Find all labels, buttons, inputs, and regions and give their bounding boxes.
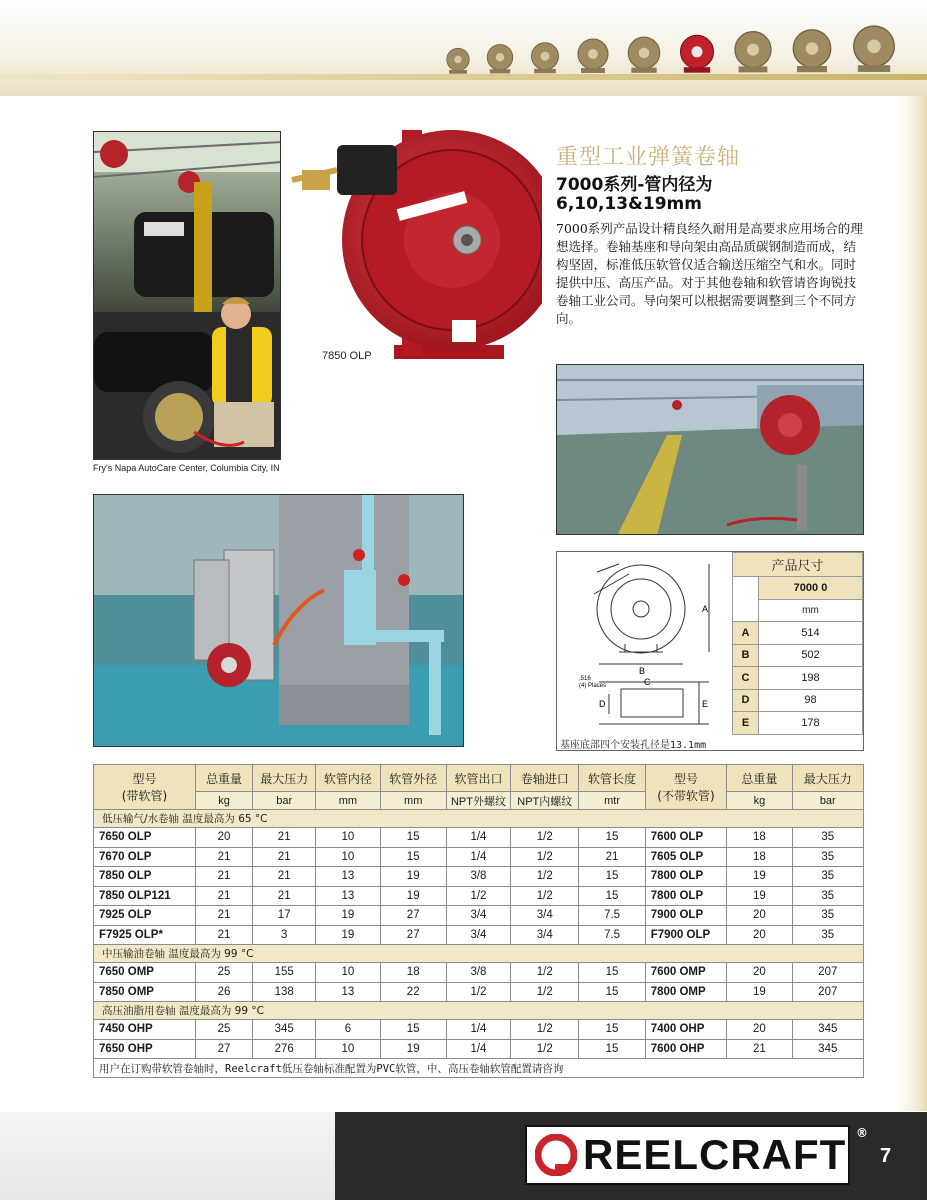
dim-diagram-b: B bbox=[639, 666, 646, 676]
table-cell: 25 bbox=[195, 963, 252, 983]
reel-icon bbox=[844, 22, 904, 76]
table-cell: 1/4 bbox=[446, 847, 510, 867]
table-row bbox=[94, 847, 864, 867]
table-cell: 7600 OLP bbox=[645, 828, 727, 848]
table-cell: 15 bbox=[380, 847, 446, 867]
spec-section-title: 中压输油卷轴 温度最高为 99 °C bbox=[94, 945, 864, 963]
table-cell: 13 bbox=[316, 867, 380, 887]
table-cell: 3/8 bbox=[446, 867, 510, 887]
registered-mark: ® bbox=[856, 1126, 868, 1140]
table-cell: 20 bbox=[727, 925, 792, 945]
table-cell: 19 bbox=[727, 982, 792, 1002]
table-cell: 7605 OLP bbox=[645, 847, 727, 867]
table-cell: 345 bbox=[792, 1039, 863, 1059]
brand-name: REELCRAFT bbox=[583, 1131, 847, 1178]
dim-unit: mm bbox=[759, 599, 863, 622]
table-cell: 7.5 bbox=[579, 925, 645, 945]
table-cell: 19 bbox=[727, 867, 792, 887]
table-row bbox=[94, 867, 864, 887]
table-cell: 15 bbox=[579, 886, 645, 906]
dim-row: D 98 bbox=[733, 689, 863, 712]
table-cell: 20 bbox=[727, 906, 792, 926]
table-cell: 21 bbox=[727, 1039, 792, 1059]
table-cell: 27 bbox=[380, 906, 446, 926]
spec-footnote: 用户在订购带软管卷轴时，Reelcraft低压卷轴标准配置为PVC软管，中、高压卷轴软管配置请咨询 bbox=[94, 1059, 864, 1078]
table-cell: 19 bbox=[727, 886, 792, 906]
table-row bbox=[94, 1020, 864, 1040]
table-cell: 7670 OLP bbox=[94, 847, 196, 867]
table-cell: 7925 OLP bbox=[94, 906, 196, 926]
table-cell: 1/2 bbox=[511, 1020, 579, 1040]
table-cell: 35 bbox=[792, 847, 863, 867]
table-cell: 7800 OLP bbox=[645, 886, 727, 906]
table-cell: 7850 OMP bbox=[94, 982, 196, 1002]
spec-section-title: 低压输气/水卷轴 温度最高为 65 °C bbox=[94, 810, 864, 828]
dim-diagram-hole: .516 bbox=[579, 676, 591, 682]
page-number: 7 bbox=[880, 1145, 892, 1167]
table-cell: 15 bbox=[579, 1039, 645, 1059]
table-cell: 22 bbox=[380, 982, 446, 1002]
table-cell: 3/8 bbox=[446, 963, 510, 983]
reel-icon bbox=[726, 28, 780, 76]
table-cell: 19 bbox=[316, 925, 380, 945]
col-inlet: 卷轴进口 bbox=[511, 765, 579, 792]
table-cell: 1/2 bbox=[511, 828, 579, 848]
col-hose-id: 软管内径 bbox=[316, 765, 380, 792]
table-cell: 15 bbox=[380, 828, 446, 848]
dim-diagram-c: C bbox=[644, 677, 651, 687]
table-cell: 13 bbox=[316, 886, 380, 906]
table-cell: 207 bbox=[792, 982, 863, 1002]
table-cell: 345 bbox=[792, 1020, 863, 1040]
dim-diagram-e: E bbox=[702, 699, 709, 709]
table-cell: 19 bbox=[380, 867, 446, 887]
reel-icon bbox=[480, 42, 520, 76]
spec-footnote-row bbox=[94, 1059, 864, 1078]
garage-caption: Fry's Napa AutoCare Center, Columbia City, IN bbox=[93, 463, 280, 473]
col-weight: 总重量 bbox=[195, 765, 252, 792]
table-cell: 21 bbox=[253, 828, 316, 848]
reelcraft-logo-icon bbox=[535, 1134, 577, 1176]
table-cell: 1/4 bbox=[446, 1039, 510, 1059]
table-cell: 27 bbox=[195, 1039, 252, 1059]
page-title: 重型工业弹簧卷轴 bbox=[556, 145, 741, 170]
product-model-caption: 7850 OLP bbox=[322, 350, 372, 362]
table-cell: 7.5 bbox=[579, 906, 645, 926]
spec-unit-row: kg bar mm mm NPT外螺纹 NPT内螺纹 mtr kg bar bbox=[94, 792, 864, 810]
table-cell: 21 bbox=[195, 886, 252, 906]
table-cell: 1/2 bbox=[511, 1039, 579, 1059]
table-cell: 1/2 bbox=[446, 982, 510, 1002]
spec-section-row bbox=[94, 810, 864, 828]
dimension-note: 基座底部四个安装孔径是13.1mm bbox=[560, 740, 707, 751]
side-gold-band bbox=[897, 96, 927, 1111]
table-cell: F7925 OLP* bbox=[94, 925, 196, 945]
table-cell: 15 bbox=[579, 1020, 645, 1040]
table-cell: 7650 OHP bbox=[94, 1039, 196, 1059]
table-cell: F7900 OLP bbox=[645, 925, 727, 945]
dim-row: E 178 bbox=[733, 712, 863, 735]
table-cell: 20 bbox=[727, 963, 792, 983]
product-description: 7000系列产品设计精良经久耐用是高要求应用场合的理想选择。卷轴基座和导向架由高品质碳钢制造而成，结构坚固，标准低压软管仅适合输送压缩空气和水。同时提供中压、高压产品。对于其他卷轴和软管请咨询锐技卷轴工业公司。导向架可以根据需要调整到三个不同方向。 bbox=[556, 221, 863, 326]
dim-diagram-a: A bbox=[702, 604, 709, 614]
table-cell: 35 bbox=[792, 828, 863, 848]
table-cell: 18 bbox=[727, 847, 792, 867]
table-cell: 25 bbox=[195, 1020, 252, 1040]
table-cell: 1/2 bbox=[511, 867, 579, 887]
table-cell: 7850 OLP121 bbox=[94, 886, 196, 906]
footer-light-panel bbox=[0, 1112, 335, 1200]
table-cell: 26 bbox=[195, 982, 252, 1002]
spec-section-row bbox=[94, 1002, 864, 1020]
reel-icon bbox=[440, 46, 476, 76]
table-cell: 1/4 bbox=[446, 828, 510, 848]
sizes-line: 6,10,13&19mm bbox=[556, 194, 702, 214]
dim-row: C 198 bbox=[733, 667, 863, 690]
garage-scene bbox=[94, 132, 281, 460]
table-cell: 35 bbox=[792, 886, 863, 906]
table-row bbox=[94, 982, 864, 1002]
reelcraft-logo bbox=[525, 1125, 850, 1185]
table-cell: 10 bbox=[316, 847, 380, 867]
table-cell: 10 bbox=[316, 828, 380, 848]
table-row bbox=[94, 906, 864, 926]
factory-scene bbox=[557, 365, 864, 535]
table-cell: 1/4 bbox=[446, 1020, 510, 1040]
table-cell: 19 bbox=[380, 1039, 446, 1059]
table-cell: 7600 OHP bbox=[645, 1039, 727, 1059]
table-cell: 15 bbox=[380, 1020, 446, 1040]
table-cell: 21 bbox=[253, 847, 316, 867]
reel-drawing bbox=[282, 120, 542, 370]
col-length: 软管长度 bbox=[579, 765, 645, 792]
table-cell: 10 bbox=[316, 1039, 380, 1059]
col-hose-od: 软管外径 bbox=[380, 765, 446, 792]
dim-row: A 514 bbox=[733, 622, 863, 645]
dim-diagram-places: (4) Places bbox=[579, 683, 607, 689]
table-cell: 21 bbox=[579, 847, 645, 867]
table-cell: 276 bbox=[253, 1039, 316, 1059]
table-cell: 7400 OHP bbox=[645, 1020, 727, 1040]
table-cell: 20 bbox=[727, 1020, 792, 1040]
table-cell: 1/2 bbox=[511, 963, 579, 983]
table-cell: 7800 OLP bbox=[645, 867, 727, 887]
series-line: 7000系列-管内径为 bbox=[556, 175, 713, 195]
table-cell: 345 bbox=[253, 1020, 316, 1040]
table-cell: 7600 OMP bbox=[645, 963, 727, 983]
reel-icon bbox=[784, 26, 840, 76]
col-model2: 型号 (不带软管) bbox=[645, 765, 727, 810]
plant-scene bbox=[94, 495, 464, 747]
table-cell: 19 bbox=[316, 906, 380, 926]
table-cell: 27 bbox=[380, 925, 446, 945]
table-cell: 3/4 bbox=[446, 925, 510, 945]
table-cell: 3/4 bbox=[446, 906, 510, 926]
table-cell: 3 bbox=[253, 925, 316, 945]
dimension-diagram bbox=[559, 554, 735, 734]
table-row bbox=[94, 828, 864, 848]
table-cell: 21 bbox=[195, 847, 252, 867]
table-cell: 21 bbox=[195, 867, 252, 887]
table-cell: 21 bbox=[195, 925, 252, 945]
table-cell: 35 bbox=[792, 906, 863, 926]
table-cell: 1/2 bbox=[446, 886, 510, 906]
table-cell: 35 bbox=[792, 925, 863, 945]
table-cell: 15 bbox=[579, 867, 645, 887]
table-cell: 6 bbox=[316, 1020, 380, 1040]
dim-header: 产品尺寸 bbox=[733, 553, 863, 577]
product-reel-image bbox=[282, 120, 542, 370]
table-cell: 19 bbox=[380, 886, 446, 906]
table-cell: 7650 OMP bbox=[94, 963, 196, 983]
dim-series: 7000 0 bbox=[759, 577, 863, 600]
dim-diagram-d: D bbox=[599, 699, 606, 709]
reel-icon bbox=[524, 40, 566, 76]
spec-table bbox=[93, 764, 864, 1078]
table-cell: 7850 OLP bbox=[94, 867, 196, 887]
table-cell: 13 bbox=[316, 982, 380, 1002]
table-row bbox=[94, 886, 864, 906]
plant-photo bbox=[93, 494, 464, 747]
table-cell: 3/4 bbox=[511, 925, 579, 945]
dim-row: B 502 bbox=[733, 644, 863, 667]
table-row bbox=[94, 1039, 864, 1059]
table-cell: 17 bbox=[253, 906, 316, 926]
dimension-table bbox=[732, 552, 863, 735]
table-cell: 1/2 bbox=[511, 982, 579, 1002]
table-cell: 207 bbox=[792, 963, 863, 983]
table-cell: 138 bbox=[253, 982, 316, 1002]
spec-section-row bbox=[94, 945, 864, 963]
table-cell: 35 bbox=[792, 867, 863, 887]
table-cell: 3/4 bbox=[511, 906, 579, 926]
table-cell: 7800 OMP bbox=[645, 982, 727, 1002]
col-model: 型号 (带软管) bbox=[94, 765, 196, 810]
spec-header-row bbox=[94, 765, 864, 792]
table-cell: 21 bbox=[253, 867, 316, 887]
table-cell: 15 bbox=[579, 963, 645, 983]
table-cell: 7450 OHP bbox=[94, 1020, 196, 1040]
table-cell: 1/2 bbox=[511, 886, 579, 906]
col-pressure: 最大压力 bbox=[253, 765, 316, 792]
col-outlet: 软管出口 bbox=[446, 765, 510, 792]
spec-section-title: 高压油脂用卷轴 温度最高为 99 °C bbox=[94, 1002, 864, 1020]
reel-icon-strip bbox=[440, 14, 904, 76]
table-cell: 21 bbox=[195, 906, 252, 926]
table-cell: 155 bbox=[253, 963, 316, 983]
garage-photo bbox=[93, 131, 281, 460]
col-weight2: 总重量 bbox=[727, 765, 792, 792]
table-cell: 10 bbox=[316, 963, 380, 983]
reel-icon bbox=[620, 34, 668, 76]
table-cell: 15 bbox=[579, 982, 645, 1002]
table-cell: 18 bbox=[380, 963, 446, 983]
factory-photo bbox=[556, 364, 864, 535]
reel-icon-red bbox=[672, 32, 722, 76]
table-cell: 18 bbox=[727, 828, 792, 848]
table-cell: 7900 OLP bbox=[645, 906, 727, 926]
table-row bbox=[94, 963, 864, 983]
table-cell: 7650 OLP bbox=[94, 828, 196, 848]
table-row bbox=[94, 925, 864, 945]
col-pressure2: 最大压力 bbox=[792, 765, 863, 792]
table-cell: 21 bbox=[253, 886, 316, 906]
table-cell: 15 bbox=[579, 828, 645, 848]
table-cell: 20 bbox=[195, 828, 252, 848]
table-cell: 1/2 bbox=[511, 847, 579, 867]
reel-icon bbox=[570, 36, 616, 76]
